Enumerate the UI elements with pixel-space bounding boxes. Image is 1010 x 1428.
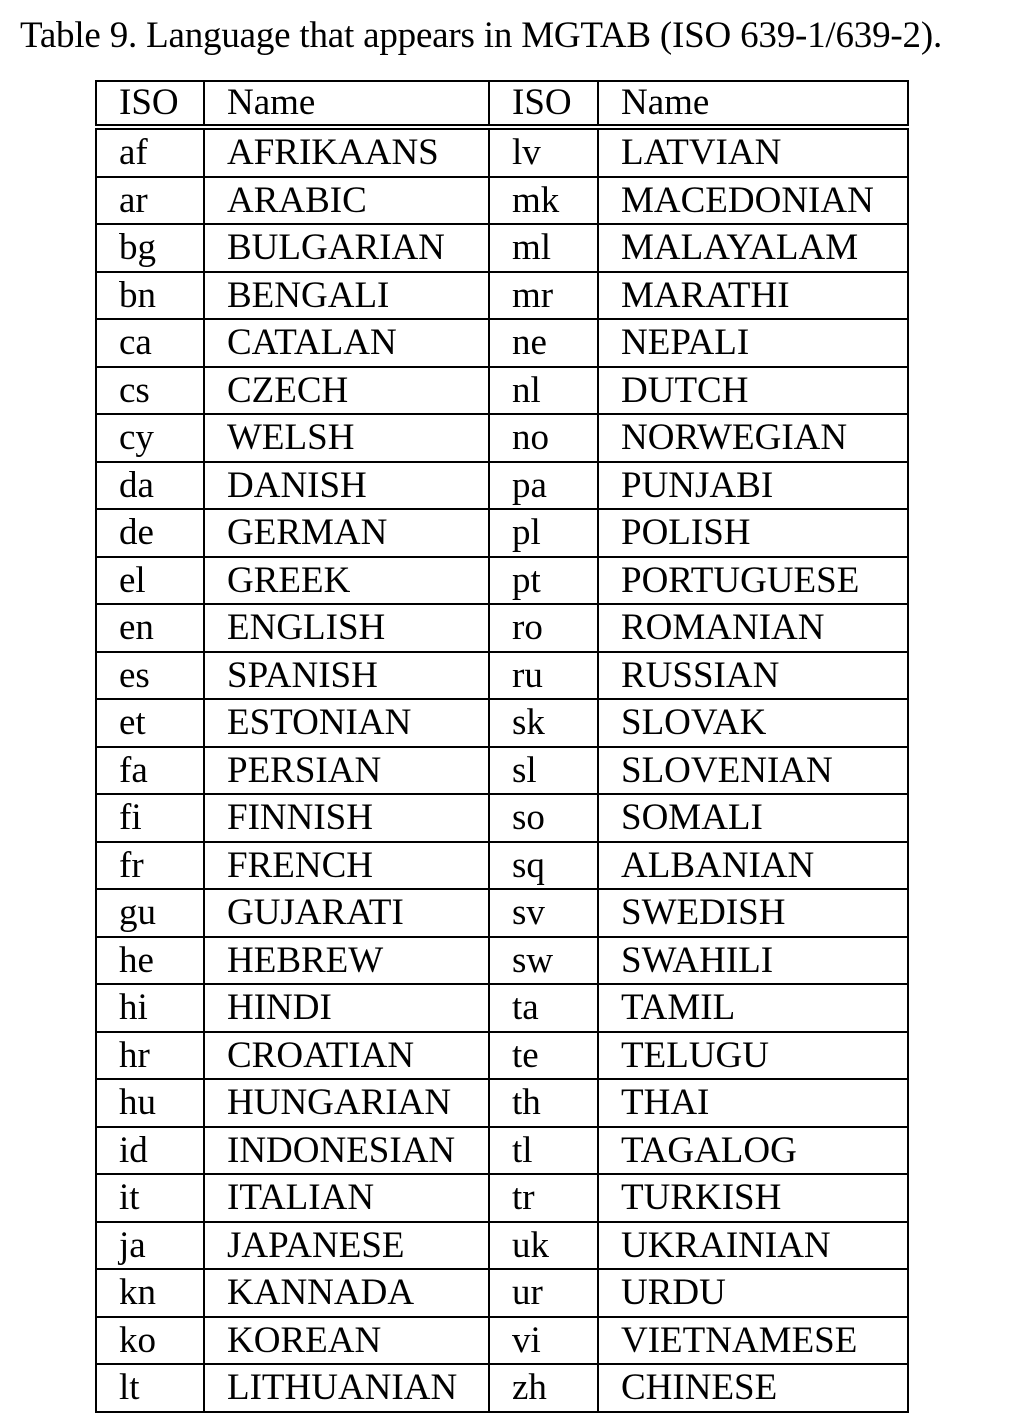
cell-name-right: SWEDISH: [598, 889, 908, 937]
cell-name-left: ARABIC: [204, 177, 489, 225]
cell-iso-left: ja: [96, 1222, 204, 1270]
cell-iso-right: mr: [489, 272, 598, 320]
cell-name-left: KANNADA: [204, 1269, 489, 1317]
language-table: [95, 80, 909, 1413]
table-row: [96, 889, 908, 937]
cell-iso-right: ta: [489, 984, 598, 1032]
cell-name-left: PERSIAN: [204, 747, 489, 795]
table-row: [96, 1364, 908, 1412]
table-row: [96, 414, 908, 462]
cell-name-left: CROATIAN: [204, 1032, 489, 1080]
table-row: [96, 272, 908, 320]
cell-iso-right: zh: [489, 1364, 598, 1412]
cell-iso-left: cy: [96, 414, 204, 462]
cell-name-right: RUSSIAN: [598, 652, 908, 700]
cell-name-right: NORWEGIAN: [598, 414, 908, 462]
cell-name-left: CATALAN: [204, 319, 489, 367]
cell-name-right: TAGALOG: [598, 1127, 908, 1175]
header-name-right: Name: [598, 81, 908, 127]
cell-name-left: JAPANESE: [204, 1222, 489, 1270]
cell-iso-right: ro: [489, 604, 598, 652]
table-row: [96, 984, 908, 1032]
cell-iso-left: kn: [96, 1269, 204, 1317]
table-row: [96, 367, 908, 415]
cell-iso-right: lv: [489, 127, 598, 177]
cell-iso-left: bg: [96, 224, 204, 272]
cell-name-left: FINNISH: [204, 794, 489, 842]
table-row: [96, 699, 908, 747]
cell-name-left: CZECH: [204, 367, 489, 415]
cell-iso-right: uk: [489, 1222, 598, 1270]
cell-name-left: GUJARATI: [204, 889, 489, 937]
cell-iso-right: tl: [489, 1127, 598, 1175]
cell-iso-left: hr: [96, 1032, 204, 1080]
cell-iso-right: pa: [489, 462, 598, 510]
cell-iso-left: bn: [96, 272, 204, 320]
cell-iso-right: ur: [489, 1269, 598, 1317]
table-row: [96, 1174, 908, 1222]
table-row: [96, 604, 908, 652]
cell-name-right: URDU: [598, 1269, 908, 1317]
table-row: [96, 842, 908, 890]
cell-name-right: THAI: [598, 1079, 908, 1127]
cell-name-left: INDONESIAN: [204, 1127, 489, 1175]
cell-name-right: CHINESE: [598, 1364, 908, 1412]
cell-iso-left: it: [96, 1174, 204, 1222]
cell-iso-left: hu: [96, 1079, 204, 1127]
table-row: [96, 794, 908, 842]
cell-iso-right: pt: [489, 557, 598, 605]
cell-name-right: TELUGU: [598, 1032, 908, 1080]
cell-name-left: HEBREW: [204, 937, 489, 985]
cell-iso-left: ko: [96, 1317, 204, 1365]
table-row: [96, 937, 908, 985]
cell-name-right: PORTUGUESE: [598, 557, 908, 605]
cell-name-left: HUNGARIAN: [204, 1079, 489, 1127]
cell-name-left: ESTONIAN: [204, 699, 489, 747]
header-iso-left: ISO: [96, 81, 204, 127]
table-row: [96, 224, 908, 272]
cell-name-right: UKRAINIAN: [598, 1222, 908, 1270]
cell-iso-right: mk: [489, 177, 598, 225]
cell-name-right: DUTCH: [598, 367, 908, 415]
cell-iso-right: sw: [489, 937, 598, 985]
cell-name-right: LATVIAN: [598, 127, 908, 177]
cell-iso-right: sv: [489, 889, 598, 937]
cell-name-left: LITHUANIAN: [204, 1364, 489, 1412]
cell-iso-left: he: [96, 937, 204, 985]
table-row: [96, 177, 908, 225]
table-row: [96, 319, 908, 367]
cell-iso-right: so: [489, 794, 598, 842]
cell-name-left: WELSH: [204, 414, 489, 462]
cell-iso-right: vi: [489, 1317, 598, 1365]
cell-iso-right: sl: [489, 747, 598, 795]
table-row: [96, 1222, 908, 1270]
cell-iso-left: ca: [96, 319, 204, 367]
cell-name-right: PUNJABI: [598, 462, 908, 510]
cell-name-right: SWAHILI: [598, 937, 908, 985]
cell-iso-left: af: [96, 127, 204, 177]
cell-iso-left: da: [96, 462, 204, 510]
cell-iso-right: no: [489, 414, 598, 462]
cell-iso-right: ne: [489, 319, 598, 367]
cell-name-right: SLOVENIAN: [598, 747, 908, 795]
cell-name-right: TAMIL: [598, 984, 908, 1032]
cell-name-right: MARATHI: [598, 272, 908, 320]
cell-iso-right: sk: [489, 699, 598, 747]
cell-iso-right: pl: [489, 509, 598, 557]
cell-iso-right: sq: [489, 842, 598, 890]
cell-name-left: BENGALI: [204, 272, 489, 320]
cell-name-right: VIETNAMESE: [598, 1317, 908, 1365]
cell-iso-left: fr: [96, 842, 204, 890]
cell-name-right: POLISH: [598, 509, 908, 557]
cell-iso-right: ru: [489, 652, 598, 700]
header-row: [96, 81, 908, 127]
header-name-left: Name: [204, 81, 489, 127]
cell-iso-left: lt: [96, 1364, 204, 1412]
table-row: [96, 1127, 908, 1175]
cell-iso-left: el: [96, 557, 204, 605]
cell-iso-left: en: [96, 604, 204, 652]
cell-name-left: HINDI: [204, 984, 489, 1032]
table-body: [96, 127, 908, 1412]
cell-name-left: BULGARIAN: [204, 224, 489, 272]
cell-name-right: MACEDONIAN: [598, 177, 908, 225]
cell-name-right: MALAYALAM: [598, 224, 908, 272]
cell-iso-left: et: [96, 699, 204, 747]
cell-iso-right: th: [489, 1079, 598, 1127]
cell-name-left: GREEK: [204, 557, 489, 605]
table-row: [96, 127, 908, 177]
cell-iso-left: fa: [96, 747, 204, 795]
cell-name-right: SLOVAK: [598, 699, 908, 747]
cell-iso-right: nl: [489, 367, 598, 415]
cell-name-left: DANISH: [204, 462, 489, 510]
cell-iso-right: ml: [489, 224, 598, 272]
cell-name-left: AFRIKAANS: [204, 127, 489, 177]
cell-name-right: ALBANIAN: [598, 842, 908, 890]
header-iso-right: ISO: [489, 81, 598, 127]
table-row: [96, 1032, 908, 1080]
cell-name-left: ITALIAN: [204, 1174, 489, 1222]
cell-iso-left: ar: [96, 177, 204, 225]
cell-name-right: TURKISH: [598, 1174, 908, 1222]
cell-iso-right: tr: [489, 1174, 598, 1222]
cell-iso-left: gu: [96, 889, 204, 937]
cell-iso-left: id: [96, 1127, 204, 1175]
cell-name-left: GERMAN: [204, 509, 489, 557]
table-row: [96, 509, 908, 557]
cell-name-left: SPANISH: [204, 652, 489, 700]
cell-iso-left: fi: [96, 794, 204, 842]
cell-iso-right: te: [489, 1032, 598, 1080]
cell-name-right: SOMALI: [598, 794, 908, 842]
cell-name-left: FRENCH: [204, 842, 489, 890]
cell-iso-left: de: [96, 509, 204, 557]
cell-name-left: KOREAN: [204, 1317, 489, 1365]
cell-iso-left: es: [96, 652, 204, 700]
table-caption: Table 9. Language that appears in MGTAB (ISO 639-1/639-2).: [20, 15, 942, 56]
table-row: [96, 652, 908, 700]
cell-name-left: ENGLISH: [204, 604, 489, 652]
cell-name-right: NEPALI: [598, 319, 908, 367]
table-row: [96, 747, 908, 795]
table-row: [96, 1079, 908, 1127]
table-header: [96, 81, 908, 127]
table-row: [96, 1269, 908, 1317]
cell-name-right: ROMANIAN: [598, 604, 908, 652]
cell-iso-left: cs: [96, 367, 204, 415]
cell-iso-left: hi: [96, 984, 204, 1032]
table-row: [96, 1317, 908, 1365]
table-row: [96, 557, 908, 605]
table-row: [96, 462, 908, 510]
